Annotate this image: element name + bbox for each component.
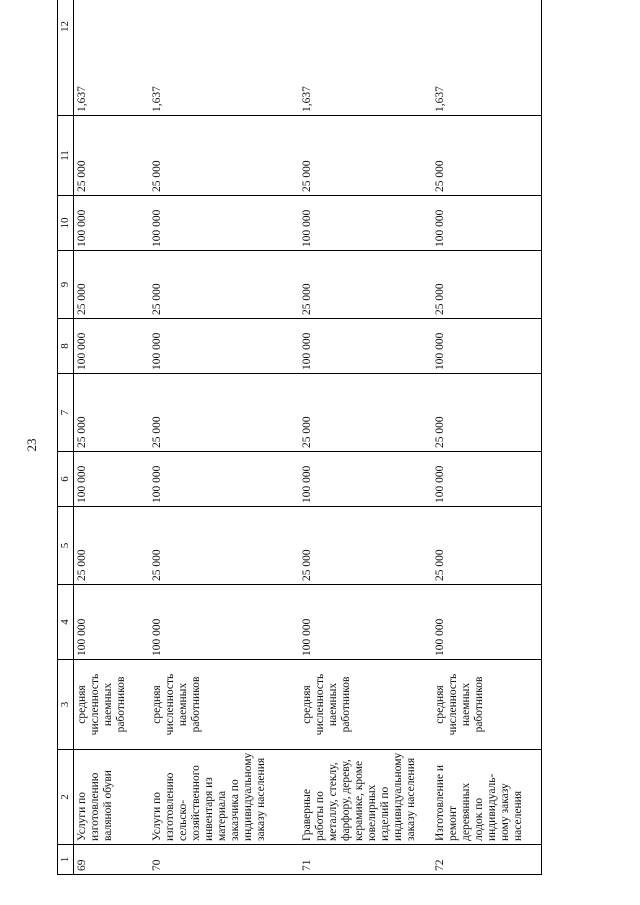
table-row: [432, 0, 542, 875]
value-cell: 25 000: [432, 116, 542, 196]
header-cell: 5: [58, 507, 74, 585]
value-cell: 25 000: [149, 374, 299, 452]
indicator: средняя численность наемных работников: [432, 660, 542, 750]
service-name: Услуги по изготовлению валяной обуви: [74, 750, 149, 845]
value-cell: 100 000: [432, 585, 542, 660]
header-cell: 4: [58, 585, 74, 660]
header-cell: 7: [58, 374, 74, 452]
value-cell: 100 000: [74, 196, 149, 251]
tariff-table: [57, 0, 542, 875]
value-cell: 100 000: [299, 585, 432, 660]
value-cell: 25 000: [149, 507, 299, 585]
value-cell: 1,637: [299, 0, 432, 116]
header-cell: 11: [58, 116, 74, 196]
value-cell: 100 000: [299, 452, 432, 507]
value-cell: 100 000: [432, 319, 542, 374]
value-cell: 1,637: [149, 0, 299, 116]
header-cell: 9: [58, 251, 74, 319]
service-name: Изготовление и ремонт деревянных лодок по индивидуаль-ному заказу населения: [432, 750, 542, 845]
value-cell: 25 000: [299, 251, 432, 319]
value-cell: 100 000: [149, 319, 299, 374]
value-cell: 25 000: [74, 507, 149, 585]
value-cell: 100 000: [149, 452, 299, 507]
value-cell: 100 000: [432, 452, 542, 507]
row-number: 71: [299, 845, 432, 875]
row-number: 72: [432, 845, 542, 875]
header-cell: 10: [58, 196, 74, 251]
table-row: [299, 0, 432, 875]
value-cell: 1,637: [74, 0, 149, 116]
value-cell: 100 000: [74, 452, 149, 507]
value-cell: 25 000: [432, 251, 542, 319]
service-name: Граверные работы по металлу, стеклу, фарфору, дереву, керамике, кроме ювелирных изделий по индивидуальному заказу населения: [299, 750, 432, 845]
header-cell: 8: [58, 319, 74, 374]
service-name: Услуги по изготовлению сельско-хозяйственного инвентаря из материала заказчика по индивидуальному заказу населения: [149, 750, 299, 845]
page-number: 23: [24, 438, 39, 452]
indicator: средняя численность наемных работников: [74, 660, 149, 750]
row-number: 70: [149, 845, 299, 875]
indicator: средняя численность наемных работников: [149, 660, 299, 750]
value-cell: 100 000: [432, 196, 542, 251]
header-cell: 2: [58, 750, 74, 845]
value-cell: 25 000: [299, 507, 432, 585]
header-cell: 1: [58, 845, 74, 875]
value-cell: 1,637: [432, 0, 542, 116]
value-cell: 100 000: [149, 196, 299, 251]
value-cell: 25 000: [299, 374, 432, 452]
table-row: [74, 0, 149, 875]
value-cell: 100 000: [299, 319, 432, 374]
value-cell: 25 000: [149, 116, 299, 196]
value-cell: 25 000: [74, 116, 149, 196]
row-number: 69: [74, 845, 149, 875]
value-cell: 25 000: [74, 251, 149, 319]
value-cell: 25 000: [74, 374, 149, 452]
table-row: [149, 0, 299, 875]
header-cell: 6: [58, 452, 74, 507]
header-cell: 3: [58, 660, 74, 750]
value-cell: 100 000: [74, 319, 149, 374]
indicator: средняя численность наемных работников: [299, 660, 432, 750]
value-cell: 25 000: [149, 251, 299, 319]
value-cell: 100 000: [299, 196, 432, 251]
value-cell: 25 000: [432, 507, 542, 585]
header-row: [58, 0, 74, 875]
header-cell: 12: [58, 0, 74, 116]
value-cell: 100 000: [74, 585, 149, 660]
value-cell: 100 000: [149, 585, 299, 660]
value-cell: 25 000: [299, 116, 432, 196]
value-cell: 25 000: [432, 374, 542, 452]
